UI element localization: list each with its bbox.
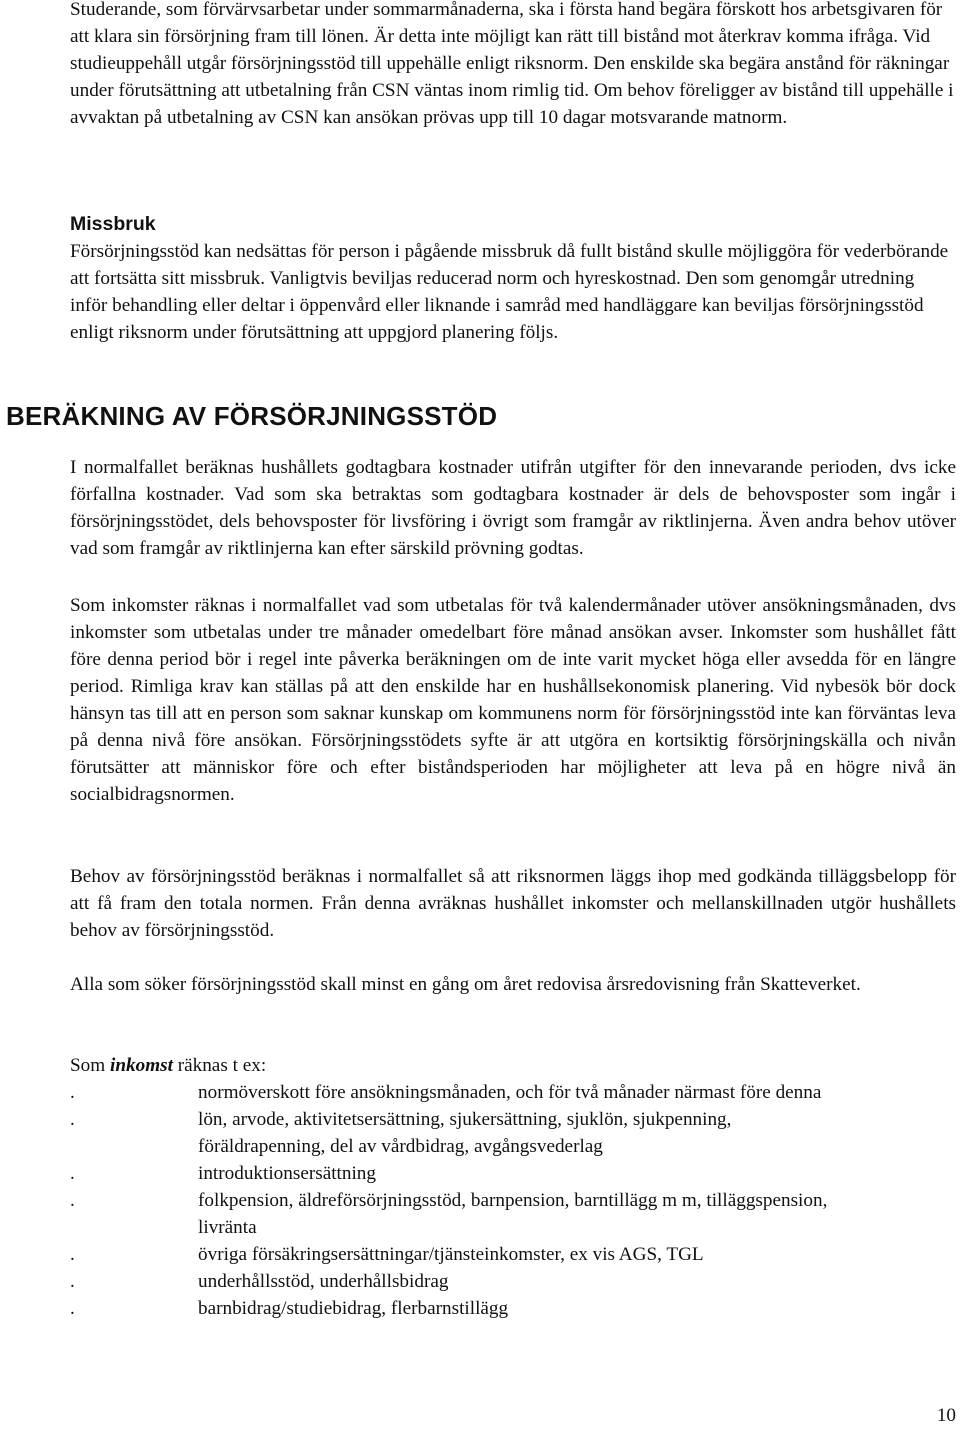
- bullet-mark: .: [70, 1244, 75, 1265]
- list-item-text: normöverskott före ansökningsmånaden, och för två månader närmast före denna: [198, 1082, 822, 1103]
- bullet-mark: .: [70, 1190, 75, 1211]
- list-item-text: folkpension, äldreförsörjningsstöd, barnpension, barntillägg m m, tilläggspension, livränta: [198, 1190, 828, 1238]
- list-item: [70, 1295, 956, 1322]
- missbruk-paragraph: Försörjningsstöd kan nedsättas för person i pågående missbruk då fullt bistånd skulle möjliggöra för vederbörande att fortsätta sitt missbruk. Vanligtvis beviljas reducerad norm och hyreskostnad. Den som genomgår utredning inför behandling eller deltar i öppenvård eller liknande i samråd med handläggare kan beviljas försörjningsstöd enligt riksnorm under förutsättning att uppgjord planering följs.: [70, 241, 949, 343]
- income-lead-suffix: räknas t ex:: [172, 1055, 267, 1076]
- list-item: [70, 1268, 956, 1295]
- intro-paragraph: Studerande, som förvärvsarbetar under sommarmånaderna, ska i första hand begära förskott hos arbetsgivaren för att klara sin försörjning fram till lönen. Är detta inte möjligt kan rätt till bistånd mot återkrav komma ifråga. Vid studieuppehåll utgår försörjningsstöd till uppehälle enligt riksnorm. Den enskilde ska begära anstånd för räkningar under förutsättning att utbetalning från CSN väntas inom rimlig tid. Om behov föreligger av bistånd till uppehälle i avvaktan på utbetalning av CSN kan ansökan prövas upp till 10 dagar motsvarande matnorm.: [70, 0, 954, 128]
- bullet-mark: .: [70, 1163, 75, 1184]
- bullet-mark: .: [70, 1271, 75, 1292]
- missbruk-heading: Missbruk: [70, 213, 156, 235]
- list-item: [70, 1079, 956, 1106]
- page-number: 10: [936, 1405, 956, 1426]
- list-item: [70, 1241, 956, 1268]
- income-lead: [70, 1052, 956, 1079]
- income-lead-emphasis: inkomst: [110, 1055, 173, 1076]
- list-item-text: barnbidrag/studiebidrag, flerbarnstillägg: [198, 1298, 509, 1319]
- section-paragraph-2: Som inkomster räknas i normalfallet vad som utbetalas för två kalendermånader utöver ansökningsmånaden, dvs inkomster som utbetalas under tre månader omedelbart före månad ansökan avser. Inkomster som hushållet fått före denna period bör i regel inte påverka beräkningen om de inte varit mycket höga eller avsedda för en längre period. Rimliga krav kan ställas på att den enskilde har en hushållsekonomisk planering. Vid nybesök bör dock hänsyn tas till att en person som saknar kunskap om kommunens norm för försörjningsstöd inte kan förväntas leva på denna nivå före ansökan. Försörjningsstödets syfte är att utgöra en kortsiktig försörjningskälla och nivån förutsätter att människor före och efter biståndsperioden har möjligheter att leva på en högre nivå än socialbidragsnormen.: [70, 595, 956, 805]
- bullet-mark: .: [70, 1109, 75, 1130]
- bullet-mark: .: [70, 1082, 75, 1103]
- list-item: [70, 1160, 956, 1187]
- section-paragraph-3: Behov av försörjningsstöd beräknas i normalfallet så att riksnormen läggs ihop med godkända tilläggsbelopp för att få fram den totala normen. Från denna avräknas hushållet inkomster och mellanskillnaden utgör hushållets behov av försörjningsstöd.: [70, 866, 956, 941]
- list-item-text: introduktionsersättning: [198, 1163, 376, 1184]
- list-item-text: övriga försäkringsersättningar/tjänsteinkomster, ex vis AGS, TGL: [198, 1244, 704, 1265]
- income-lead-prefix: Som: [70, 1055, 110, 1076]
- list-item: [70, 1187, 956, 1241]
- section-heading: BERÄKNING AV FÖRSÖRJNINGSSTÖD: [6, 401, 498, 431]
- income-list: [70, 1079, 956, 1322]
- bullet-mark: .: [70, 1298, 75, 1319]
- list-item-text: lön, arvode, aktivitetsersättning, sjukersättning, sjuklön, sjukpenning, föräldrapenning, del av vårdbidrag, avgångsvederlag: [198, 1109, 732, 1157]
- list-item-text: underhållsstöd, underhållsbidrag: [198, 1271, 449, 1292]
- section-paragraph-1: I normalfallet beräknas hushållets godtagbara kostnader utifrån utgifter för den innevarande perioden, dvs icke förfallna kostnader. Vad som ska betraktas som godtagbara kostnader är dels de behovsposter som ingår i försörjningsstödet, dels behovsposter för livsföring i övrigt som framgår av riktlinjerna. Även andra behov utöver vad som framgår av riktlinjerna kan efter särskild prövning godtas.: [70, 457, 956, 559]
- section-paragraph-4: Alla som söker försörjningsstöd skall minst en gång om året redovisa årsredovisning från Skatteverket.: [70, 974, 861, 995]
- list-item: [70, 1106, 956, 1160]
